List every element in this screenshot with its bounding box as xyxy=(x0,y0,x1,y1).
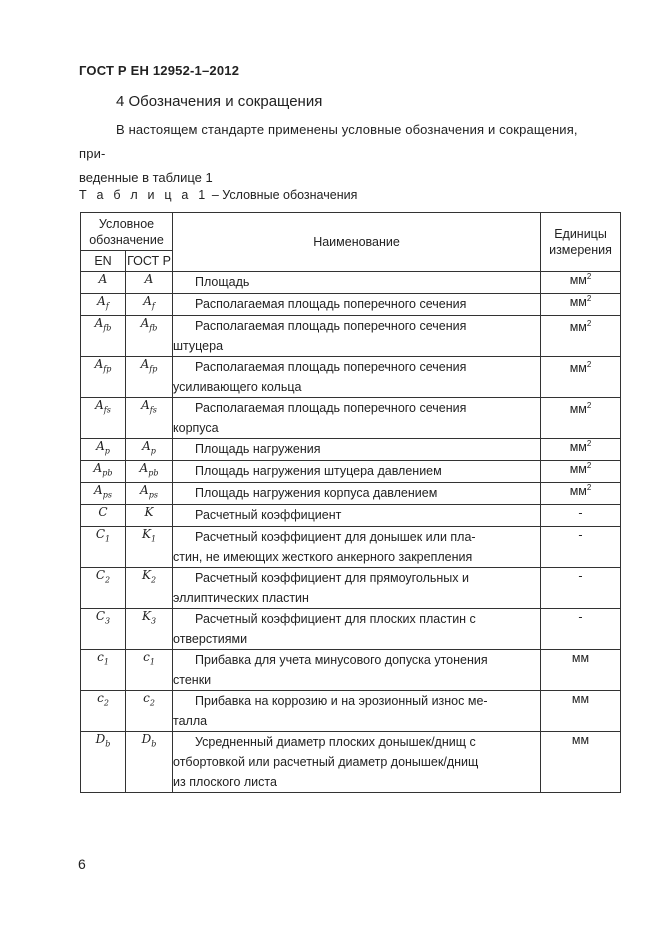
cell-name xyxy=(173,461,541,483)
cell-unit xyxy=(541,527,621,568)
table-caption-title: – Условные обозначения xyxy=(208,188,358,202)
cell-en-symbol xyxy=(81,568,126,609)
cell-name xyxy=(173,732,541,793)
header-name: Наименование xyxy=(173,213,541,272)
header-en: EN xyxy=(81,251,126,272)
name-line: стин, не имеющих жесткого анкерного закрепления xyxy=(173,550,473,564)
cell-en-symbol xyxy=(81,461,126,483)
unit-text: мм xyxy=(569,402,587,417)
symbol-subscript: 1 xyxy=(150,534,157,544)
cell-unit xyxy=(541,483,621,505)
unit-text: мм xyxy=(569,320,587,335)
name-line: Располагаемая площадь поперечного сечения xyxy=(195,319,467,333)
symbol-base: K xyxy=(141,527,151,541)
name-line: Площадь нагружения штуцера давлением xyxy=(195,464,442,478)
unit-text: мм xyxy=(569,440,587,455)
table-row xyxy=(81,461,621,483)
intro-line-1: В настоящем стандарте применены условные обозначения и сокращения, при- xyxy=(79,122,578,161)
symbol-base: A xyxy=(96,439,105,453)
unit-superscript: 2 xyxy=(586,319,592,328)
unit-superscript: 2 xyxy=(586,360,592,369)
symbol-base: A xyxy=(93,461,103,475)
symbol-subscript: 2 xyxy=(105,575,111,585)
unit-text: - xyxy=(578,569,583,584)
cell-unit xyxy=(541,609,621,650)
name-line: Усредненный диаметр плоских донышек/днищ с xyxy=(195,735,476,749)
intro-paragraph xyxy=(79,118,599,190)
symbol-base: K xyxy=(144,505,154,519)
unit-text: мм xyxy=(569,273,587,288)
cell-en-symbol xyxy=(81,483,126,505)
symbol-base: A xyxy=(94,483,103,497)
name-line: Расчетный коэффициент для прямоугольных и xyxy=(195,571,469,585)
name-line: из плоского листа xyxy=(173,775,277,789)
name-line: Расчетный коэффициент для донышек или пла- xyxy=(195,530,476,544)
cell-name xyxy=(173,609,541,650)
name-line: Площадь нагружения xyxy=(195,442,321,456)
cell-gost-symbol xyxy=(126,294,173,316)
cell-en-symbol xyxy=(81,505,126,527)
symbol-base: A xyxy=(144,272,154,286)
cell-unit xyxy=(541,568,621,609)
table-row xyxy=(81,398,621,439)
symbol-subscript: f xyxy=(151,301,155,311)
symbol-subscript: fp xyxy=(103,364,112,374)
symbol-base: A xyxy=(139,461,149,475)
symbol-subscript: pb xyxy=(148,468,159,478)
cell-unit xyxy=(541,691,621,732)
symbol-base: C xyxy=(95,527,106,541)
symbol-subscript: f xyxy=(105,301,109,311)
header-units: Единицы измерения xyxy=(541,213,621,272)
cell-gost-symbol xyxy=(126,609,173,650)
unit-text: мм xyxy=(569,462,587,477)
table-row xyxy=(81,294,621,316)
page-number: 6 xyxy=(78,856,86,872)
cell-unit xyxy=(541,461,621,483)
table-row xyxy=(81,357,621,398)
symbol-base: D xyxy=(95,732,106,746)
cell-gost-symbol xyxy=(126,568,173,609)
name-line: усиливающего кольца xyxy=(173,380,302,394)
cell-name xyxy=(173,272,541,294)
cell-gost-symbol xyxy=(126,398,173,439)
cell-unit xyxy=(541,316,621,357)
cell-unit xyxy=(541,505,621,527)
unit-text: мм xyxy=(569,295,587,310)
cell-gost-symbol xyxy=(126,439,173,461)
symbol-base: D xyxy=(141,732,152,746)
unit-superscript: 2 xyxy=(586,401,592,410)
symbol-base: A xyxy=(98,272,108,286)
cell-unit xyxy=(541,732,621,793)
cell-en-symbol xyxy=(81,650,126,691)
cell-gost-symbol xyxy=(126,505,173,527)
name-line: отбортовкой или расчетный диаметр донышек/днищ xyxy=(173,755,479,769)
symbol-subscript: fb xyxy=(149,323,158,333)
symbol-base: A xyxy=(97,294,106,308)
name-line: талла xyxy=(173,714,208,728)
symbol-base: C xyxy=(95,568,106,582)
cell-unit xyxy=(541,357,621,398)
cell-name xyxy=(173,527,541,568)
unit-text: мм xyxy=(569,484,587,499)
cell-gost-symbol xyxy=(126,650,173,691)
unit-superscript: 2 xyxy=(586,483,592,492)
symbol-subscript: pb xyxy=(102,468,113,478)
cell-unit xyxy=(541,294,621,316)
cell-en-symbol xyxy=(81,316,126,357)
cell-name xyxy=(173,483,541,505)
cell-gost-symbol xyxy=(126,316,173,357)
cell-gost-symbol xyxy=(126,732,173,793)
symbol-base: C xyxy=(98,505,108,519)
name-line: отверстиями xyxy=(173,632,248,646)
header-gost: ГОСТ Р xyxy=(126,251,173,272)
symbol-base: A xyxy=(143,294,152,308)
table-row xyxy=(81,609,621,650)
symbol-subscript: 3 xyxy=(150,616,157,626)
name-line: Площадь xyxy=(195,275,250,289)
symbol-base: A xyxy=(140,357,150,371)
name-line: штуцера xyxy=(173,339,224,353)
cell-name xyxy=(173,294,541,316)
cell-name xyxy=(173,316,541,357)
symbol-subscript: fp xyxy=(149,364,158,374)
unit-text: мм xyxy=(571,733,590,748)
symbol-base: A xyxy=(94,316,104,330)
symbol-base: A xyxy=(140,316,150,330)
unit-text: - xyxy=(578,506,583,521)
symbol-subscript: 2 xyxy=(103,698,109,708)
table-row xyxy=(81,439,621,461)
table-row xyxy=(81,650,621,691)
table-row xyxy=(81,568,621,609)
table-caption xyxy=(79,188,357,202)
cell-en-symbol xyxy=(81,294,126,316)
unit-superscript: 2 xyxy=(586,272,592,281)
name-line: стенки xyxy=(173,673,212,687)
intro-line-2: веденные в таблице 1 xyxy=(79,170,213,185)
symbol-subscript: 3 xyxy=(105,616,111,626)
unit-text: мм xyxy=(571,651,590,666)
name-line: Прибавка для учета минусового допуска утонения xyxy=(195,653,488,667)
symbol-subscript: ps xyxy=(148,490,158,500)
table-row xyxy=(81,272,621,294)
symbol-subscript: 2 xyxy=(149,698,155,708)
table-row xyxy=(81,483,621,505)
unit-superscript: 2 xyxy=(586,294,592,303)
symbol-base: A xyxy=(142,439,151,453)
symbol-subscript: 1 xyxy=(103,657,109,667)
symbol-subscript: p xyxy=(104,446,110,456)
cell-name xyxy=(173,398,541,439)
cell-name xyxy=(173,691,541,732)
cell-en-symbol xyxy=(81,398,126,439)
symbol-base: A xyxy=(140,483,149,497)
symbol-subscript: 1 xyxy=(149,657,155,667)
unit-text: - xyxy=(578,610,583,625)
symbol-base: K xyxy=(141,609,151,623)
cell-name xyxy=(173,505,541,527)
cell-en-symbol xyxy=(81,527,126,568)
cell-en-symbol xyxy=(81,691,126,732)
table-row xyxy=(81,505,621,527)
cell-unit xyxy=(541,650,621,691)
cell-en-symbol xyxy=(81,272,126,294)
header-symbol-group: Условное обозначение xyxy=(81,213,173,251)
table-caption-label: Т а б л и ц а 1 xyxy=(79,188,209,202)
header-row xyxy=(81,213,621,251)
symbol-subscript: 1 xyxy=(105,534,111,544)
symbol-subscript: 2 xyxy=(150,575,157,585)
unit-text: мм xyxy=(569,361,587,376)
cell-en-symbol xyxy=(81,439,126,461)
symbol-subscript: fb xyxy=(103,323,112,333)
table-row xyxy=(81,316,621,357)
cell-unit xyxy=(541,272,621,294)
table-row xyxy=(81,527,621,568)
cell-en-symbol xyxy=(81,609,126,650)
symbol-subscript: ps xyxy=(102,490,112,500)
symbol-base: K xyxy=(141,568,151,582)
symbol-base: c xyxy=(97,650,104,664)
document-header: ГОСТ Р ЕН 12952-1–2012 xyxy=(79,63,240,78)
name-line: Расчетный коэффициент xyxy=(195,508,342,522)
cell-gost-symbol xyxy=(126,483,173,505)
unit-text: - xyxy=(578,528,583,543)
symbol-base: C xyxy=(95,609,106,623)
cell-gost-symbol xyxy=(126,461,173,483)
table-row xyxy=(81,691,621,732)
symbol-base: A xyxy=(94,357,104,371)
cell-unit xyxy=(541,439,621,461)
unit-superscript: 2 xyxy=(586,439,592,448)
name-line: Располагаемая площадь поперечного сечения xyxy=(195,360,467,374)
symbol-subscript: b xyxy=(105,739,111,749)
symbol-base: A xyxy=(141,398,150,412)
table-row xyxy=(81,732,621,793)
cell-unit xyxy=(541,398,621,439)
name-line: Расчетный коэффициент для плоских пластин с xyxy=(195,612,476,626)
cell-gost-symbol xyxy=(126,691,173,732)
name-line: Располагаемая площадь поперечного сечения xyxy=(195,297,467,311)
name-line: эллиптических пластин xyxy=(173,591,309,605)
unit-superscript: 2 xyxy=(586,461,592,470)
symbols-table-body xyxy=(81,213,621,793)
cell-name xyxy=(173,357,541,398)
cell-name xyxy=(173,568,541,609)
symbol-base: c xyxy=(143,650,150,664)
cell-name xyxy=(173,439,541,461)
cell-en-symbol xyxy=(81,357,126,398)
cell-gost-symbol xyxy=(126,527,173,568)
unit-text: мм xyxy=(571,692,590,707)
symbol-subscript: fs xyxy=(103,405,111,415)
symbol-base: c xyxy=(97,691,104,705)
cell-name xyxy=(173,650,541,691)
cell-gost-symbol xyxy=(126,357,173,398)
symbol-base: A xyxy=(95,398,104,412)
name-line: корпуса xyxy=(173,421,219,435)
symbol-subscript: b xyxy=(151,739,157,749)
name-line: Площадь нагружения корпуса давлением xyxy=(195,486,438,500)
symbol-subscript: fs xyxy=(149,405,157,415)
name-line: Прибавка на коррозию и на эрозионный износ ме- xyxy=(195,694,488,708)
section-title: 4 Обозначения и сокращения xyxy=(116,93,323,110)
cell-gost-symbol xyxy=(126,272,173,294)
symbol-subscript: p xyxy=(150,446,156,456)
symbol-base: c xyxy=(143,691,150,705)
cell-en-symbol xyxy=(81,732,126,793)
symbols-table xyxy=(80,212,621,793)
name-line: Располагаемая площадь поперечного сечения xyxy=(195,401,467,415)
